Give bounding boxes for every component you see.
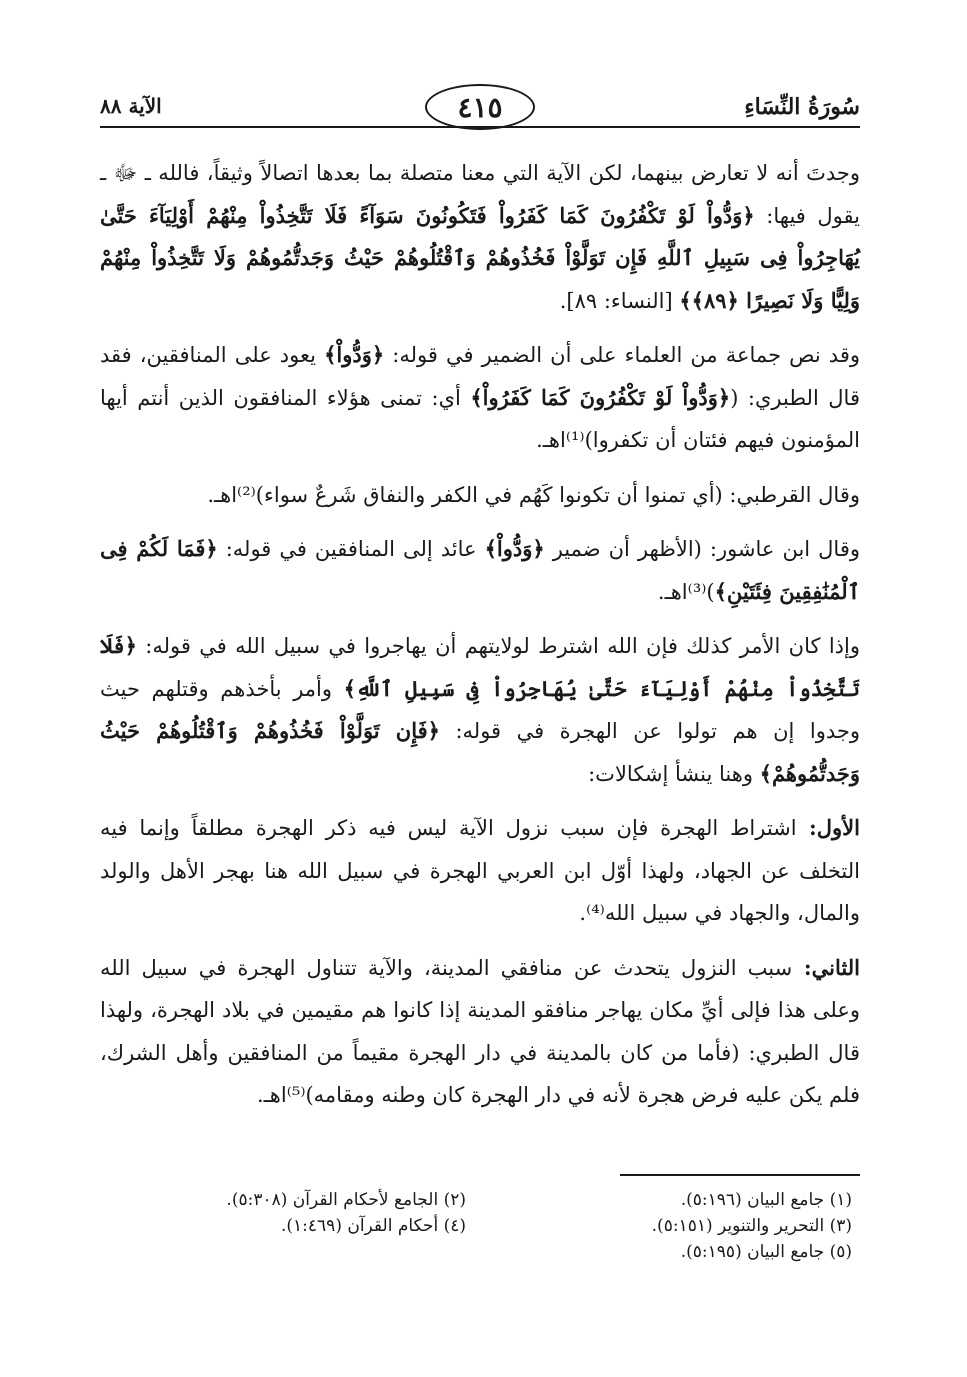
paragraph bbox=[100, 528, 860, 613]
paragraph bbox=[100, 474, 860, 517]
text-run: وإذا كان الأمر كذلك فإن الله اشترط لولايتهم أن يهاجروا في سبيل الله في قوله: bbox=[136, 634, 860, 658]
page-header bbox=[100, 78, 860, 132]
paragraph bbox=[100, 625, 860, 795]
page bbox=[100, 78, 860, 1318]
text-run: وقد نص جماعة من العلماء على أن الضمير في قوله: bbox=[384, 343, 860, 367]
page-number-badge bbox=[425, 84, 535, 130]
quran-quote: ﴿وَدُّواْ لَوْ تَكْفُرُونَ كَمَا كَفَرُواْ فَتَكُونُونَ سَوَآءً فَلَا تَتَّخِذُواْ مِنْهُمْ أَوْلِيَآءَ حَتَّىٰ يُهَاجِرُواْ فِى سَبِيلِ ٱللَّهِ فَإِن تَوَلَّوْاْ فَخُذُوهُمْ وَٱقْتُلُوهُمْ حَيْثُ وَجَدتُّمُوهُمْ وَلَا تَتَّخِذُواْ مِنْهُمْ وَلِيًّا وَلَا نَصِيرًا ﴿٨٩﴾﴾ bbox=[100, 202, 860, 313]
quran-quote: ﴿وَدُّواْ﴾ bbox=[484, 536, 545, 561]
ayah-reference: الآية ٨٨ bbox=[100, 94, 162, 118]
header-divider bbox=[100, 126, 860, 128]
text-run: وجدتَ أنه لا تعارض بينهما، لكن الآية التي معنا متصلة بما بعدها اتصالاً وثيقاً، فالله ـ ﷻ ـ يقول فيها: bbox=[100, 161, 860, 228]
footnote-divider bbox=[620, 1174, 860, 1176]
quran-quote: ﴿فَمَا لَكُمْ فِى ٱلْمُنَٰفِقِينَ فِئَتَيْنِ﴾ bbox=[100, 536, 860, 604]
text-run: اشتراط الهجرة فإن سبب نزول الآية ليس فيه ذكر الهجرة مطلقاً وإنما فيه التخلف عن الجهاد، ولهذا أوّل ابن العربي الهجرة في سبيل الله هنا بهجر الأهل والولد والمال، والجهاد في سبيل الله⁽⁴⁾. bbox=[100, 816, 860, 925]
text-run: عائد إلى المنافقين في قوله: bbox=[217, 537, 485, 561]
paragraph bbox=[100, 807, 860, 935]
text-run: )⁽³⁾اهـ. bbox=[657, 579, 715, 604]
paragraph bbox=[100, 334, 860, 462]
surah-title: سُورَةُ النِّسَاءِ bbox=[744, 94, 860, 120]
quran-quote: ﴿فَإِن تَوَلَّوْاْ فَخُذُوهُمْ وَٱقْتُلُوهُمْ حَيْثُ وَجَدتُّمُوهُمْ﴾ bbox=[100, 718, 860, 786]
page-number: ٤١٥ bbox=[457, 90, 503, 124]
footnote: (٣) التحرير والتنوير (٥:١٥١). bbox=[651, 1216, 852, 1236]
paragraph bbox=[100, 947, 860, 1117]
point-label: الأول: bbox=[796, 815, 860, 840]
footnote: (٤) أحكام القرآن (١:٤٦٩). bbox=[281, 1216, 466, 1236]
quran-quote: ﴿فَلَا تَتَّخِذُواْ مِنْهُمْ أَوْلِيَآءَ حَتَّىٰ يُهَاجِرُواْ فِى سَبِيلِ ٱللَّهِ﴾ bbox=[100, 633, 861, 701]
text-run: أي: تمنى هؤلاء المنافقون الذين أنتم أيها المؤمنون فيهم فئتان أن تكفروا)⁽¹⁾اهـ. bbox=[100, 385, 860, 452]
text-run: سبب النزول يتحدث عن منافقي المدينة، والآية تتناول الهجرة في سبيل الله وعلى هذا فإلى أيِّ مكان يهاجر منافقو المدينة إذا كانوا هم مقيمين في بلاد الهجرة، ولهذا قال الطبري: (فأما من كان بالمدينة في دار الهجرة مقيماً من المنافقين وأهل الشرك، فلم يكن عليه فرض هجرة لأنه في دار الهجرة كان وطنه ومقامه)⁽⁵⁾اهـ. bbox=[100, 955, 860, 1107]
text-run: وقال ابن عاشور: (الأظهر أن ضمير bbox=[544, 537, 860, 561]
footnote: (٢) الجامع لأحكام القرآن (٥:٣٠٨). bbox=[226, 1190, 466, 1210]
text-run: [النساء: ٨٩]. bbox=[559, 288, 680, 313]
main-text bbox=[100, 152, 860, 1117]
text-run: وأمر بأخذهم وقتلهم حيث وجدوا إن هم تولوا عن الهجرة في قوله: bbox=[100, 676, 860, 743]
footnotes bbox=[100, 1174, 860, 1262]
footnote: (١) جامع البيان (٥:١٩٦). bbox=[680, 1190, 852, 1210]
text-run: وقال القرطبي: (أي تمنوا أن تكونوا كَهُم في الكفر والنفاق شَرعٌ سواء)⁽²⁾اهـ. bbox=[207, 482, 860, 507]
text-run: يعود على المنافقين، فقد قال الطبري: ( bbox=[100, 343, 860, 410]
text-run: وهنا ينشأ إشكالات: bbox=[588, 761, 760, 786]
quran-quote: ﴿وَدُّواْ﴾ bbox=[324, 342, 385, 367]
footnote: (٥) جامع البيان (٥:١٩٥). bbox=[680, 1242, 852, 1262]
point-label: الثاني: bbox=[792, 954, 860, 980]
paragraph bbox=[100, 152, 860, 322]
quran-quote: ﴿وَدُّواْ لَوْ تَكْفُرُونَ كَمَا كَفَرُواْ﴾ bbox=[470, 384, 731, 410]
